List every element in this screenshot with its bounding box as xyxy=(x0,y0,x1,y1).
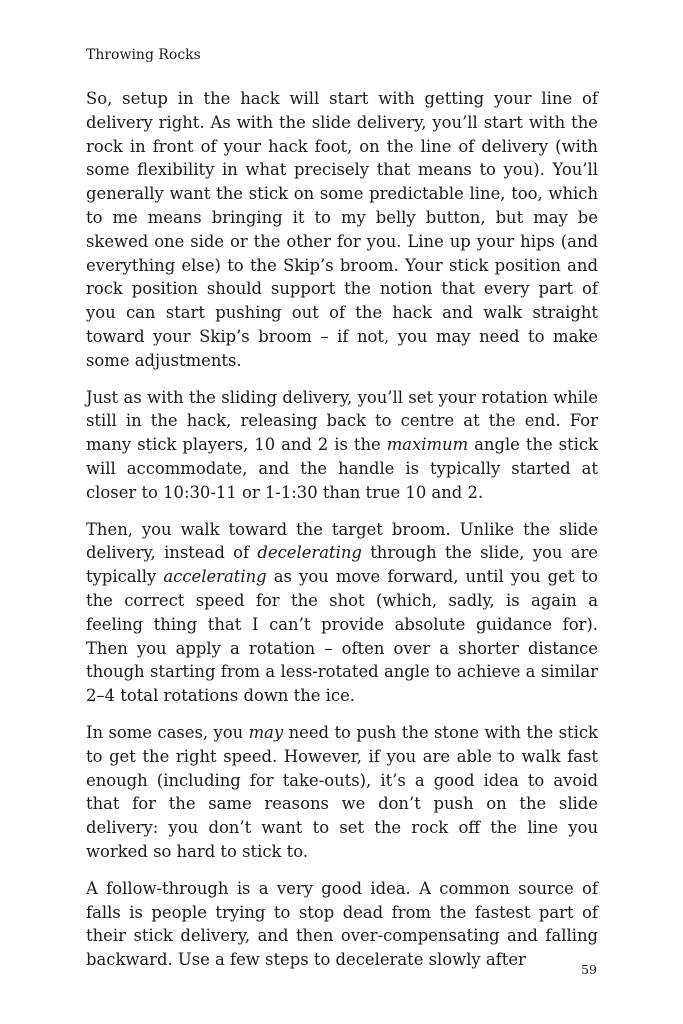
emphasis-text: accelerating xyxy=(163,567,267,587)
text-run: So, setup in the hack will start with getting your line of delivery right. As with the slide delivery, you’ll start with the rock in front of your hack foot, on the line of delivery (with some flexibility in what precisely that means to you). You’ll generally want the stick on some predictable line, too, which to me means bringing it to my belly button, but may be skewed one side or the other for you. Line up your hips (and everything else) to the Skip’s broom. Your stick position and rock position should support the notion that every part of you can start pushing out of the hack and walk straight toward your Skip’s broom – if not, you may need to make some adjustments. xyxy=(86,89,598,370)
text-run: angle the stick will accommodate, and the handle is typically started at closer to 10:30-11 or 1-1:30 than true 10 and 2. xyxy=(86,435,598,502)
text-run: as you move forward, until you get to the correct speed for the shot (which, sadly, is again a feeling thing that I can’t provide absolute guidance for). Then you apply a rotation – often over a shorter distance though starting from a less-rotated angle to achieve a similar 2–4 total rotations down the ice. xyxy=(86,567,598,706)
emphasis-text: maximum xyxy=(386,435,469,455)
page-number: 59 xyxy=(581,962,597,977)
paragraph-setup-in-hack xyxy=(86,87,598,373)
paragraph-walk-toward-broom xyxy=(86,518,598,708)
emphasis-text: may xyxy=(248,722,284,742)
emphasis-text: decelerating xyxy=(257,543,362,563)
paragraph-pushing-stone xyxy=(86,721,598,864)
text-run: Then, you walk toward the target broom. Unlike the slide delivery, instead of xyxy=(86,519,598,563)
text-run: need to push the stone with the stick to get the right speed. However, if you are able to walk fast enough (including for take-outs), it’s a good idea to avoid that for the same reasons we don’t push on the slide delivery: you don’t want to set the rock off the line you worked so hard to stick to. xyxy=(86,722,598,861)
text-run: through the slide, you are typically xyxy=(86,543,599,587)
text-run: Just as with the sliding delivery, you’ll set your rotation while still in the hack, releasing back to centre at the end. For many stick players, 10 and 2 is the xyxy=(86,387,598,455)
body-text xyxy=(86,87,598,972)
text-run: In some cases, you xyxy=(86,722,249,742)
paragraph-rotation xyxy=(86,386,598,505)
text-run: A follow-through is a very good idea. A common source of falls is people trying to stop dead from the fastest part of their stick delivery, and then over-compensating and falling backward. Use a few steps to decelerate slowly after xyxy=(86,878,598,970)
running-head: Throwing Rocks xyxy=(86,47,201,63)
paragraph-follow-through xyxy=(86,877,598,972)
